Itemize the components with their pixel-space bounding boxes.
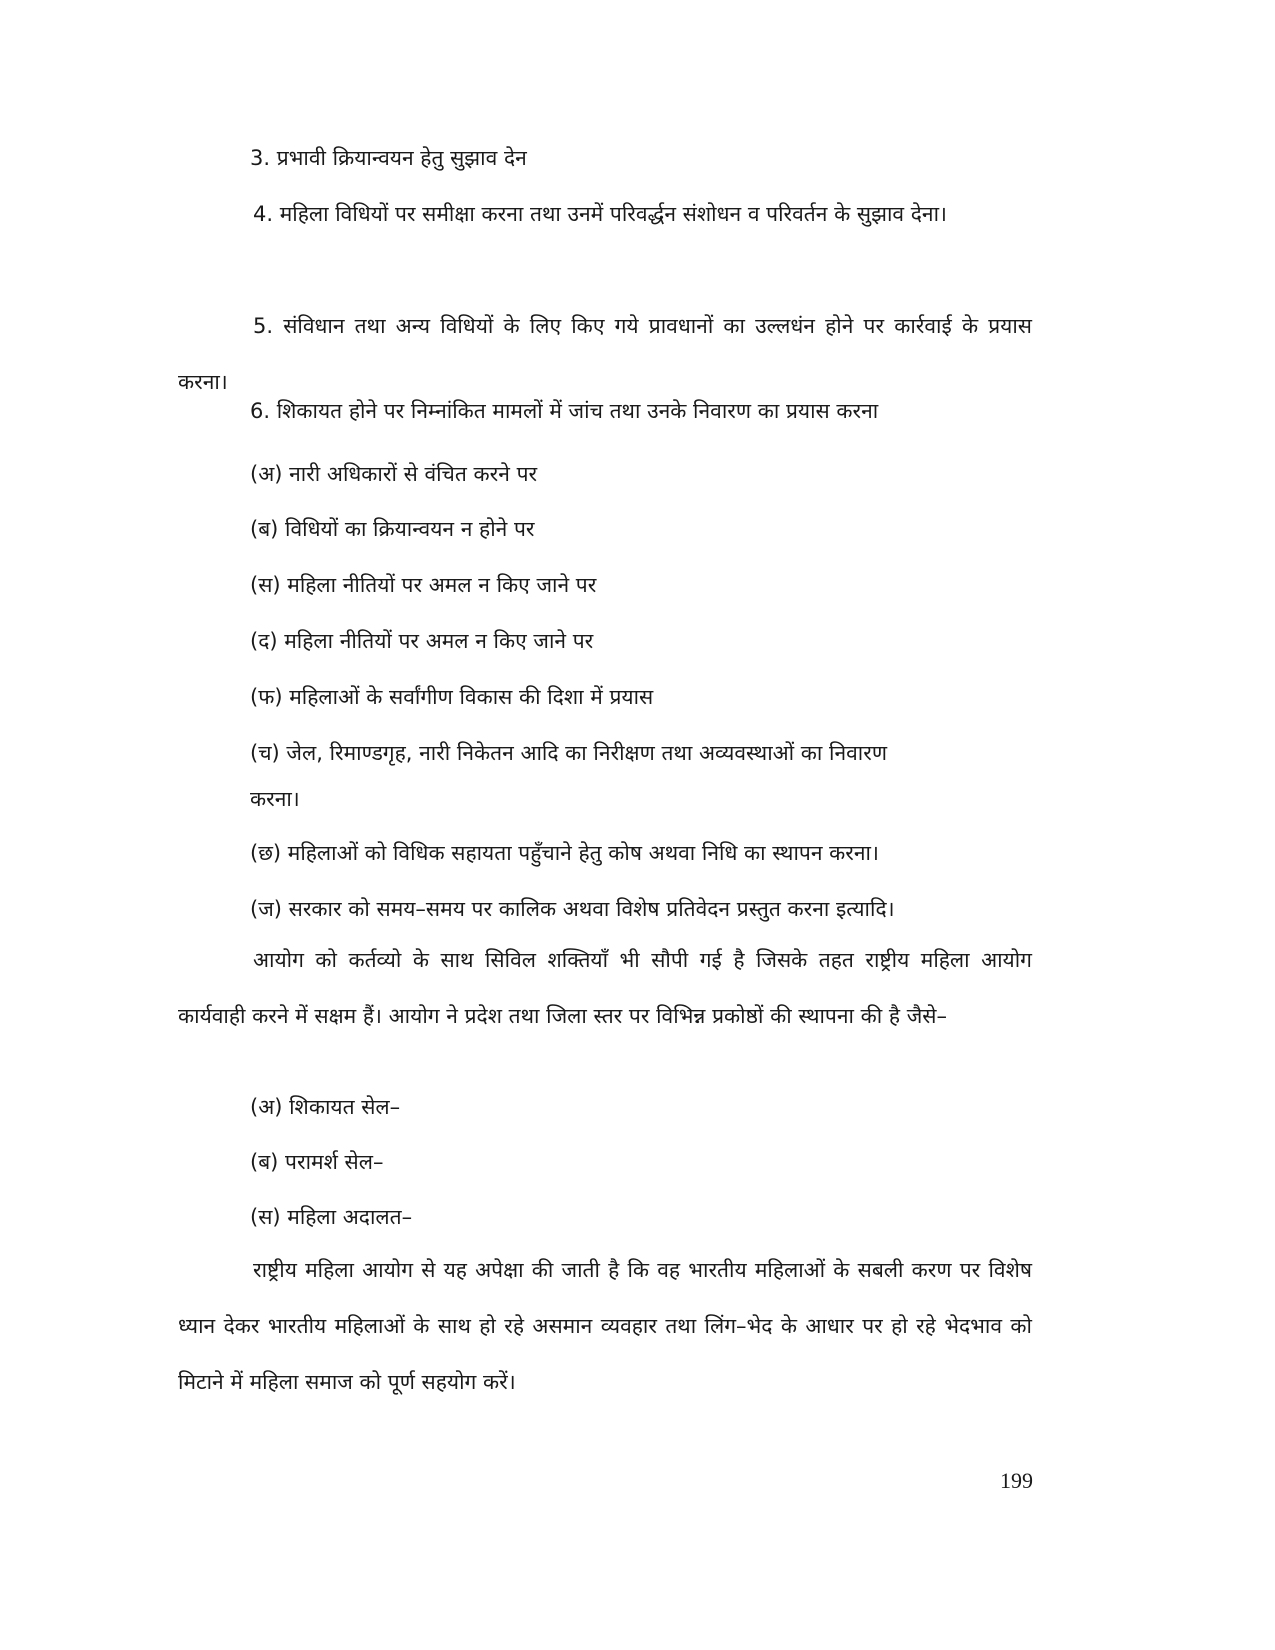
subitem-a: (अ) नारी अधिकारों से वंचित करने पर xyxy=(250,462,538,486)
list-item-5: 5. संविधान तथा अन्य विधियों के लिए किए गये प्रावधानों का उल्लधंन होने पर कार्रवाई के प्रयास करना। xyxy=(178,314,1032,394)
list-item-3: 3. प्रभावी क्रियान्वयन हेतु सुझाव देन xyxy=(250,146,527,170)
page-number: 199 xyxy=(1000,1468,1033,1493)
subitem-f: (फ) महिलाओं के सर्वांगीण विकास की दिशा में प्रयास xyxy=(250,685,654,709)
subitem-s: (स) महिला नीतियों पर अमल न किए जाने पर xyxy=(250,573,597,597)
paragraph-powers: आयोग को कर्तव्यो के साथ सिविल शक्तियाँ भी सौपी गई है जिसके तहत राष्ट्रीय महिला आयोग कार्यवाही करने में सक्षम हैं। आयोग ने प्रदेश तथा जिला स्तर पर विभिन्न प्रकोष्ठों की स्थापना की है जैसे– xyxy=(178,948,1032,1028)
paragraph-conclusion: राष्ट्रीय महिला आयोग से यह अपेक्षा की जाती है कि वह भारतीय महिलाओं के सबली करण पर विशेष ध्यान देकर भारतीय महिलाओं के साथ हो रहे असमान व्यवहार तथा लिंग–भेद के आधार पर हो रहे भेदभाव को मिटाने में महिला समाज को पूर्ण सहयोग करें। xyxy=(178,1258,1032,1394)
subitem-chh: (छ) महिलाओं को विधिक सहायता पहुँचाने हेतु कोष अथवा निधि का स्थापन करना। xyxy=(250,841,879,865)
subitem-j: (ज) सरकार को समय–समय पर कालिक अथवा विशेष प्रतिवेदन प्रस्तुत करना इत्यादि। xyxy=(250,897,895,921)
subitem-ch-line2: करना। xyxy=(250,787,300,811)
subitem-ch-line1: (च) जेल, रिमाण्डगृह, नारी निकेतन आदि का निरीक्षण तथा अव्यवस्थाओं का निवारण xyxy=(250,741,888,765)
subitem-b: (ब) विधियों का क्रियान्वयन न होने पर xyxy=(250,517,535,541)
list-item-4: 4. महिला विधियों पर समीक्षा करना तथा उनमें परिवर्द्धन संशोधन व परिवर्तन के सुझाव देना। xyxy=(253,202,947,226)
cell-b: (ब) परामर्श सेल– xyxy=(250,1150,384,1174)
list-item-6: 6. शिकायत होने पर निम्नांकित मामलों में जांच तथा उनके निवारण का प्रयास करना xyxy=(250,399,879,423)
cell-s: (स) महिला अदालत– xyxy=(250,1205,413,1229)
cell-a: (अ) शिकायत सेल– xyxy=(250,1095,401,1119)
subitem-d: (द) महिला नीतियों पर अमल न किए जाने पर xyxy=(250,629,594,653)
